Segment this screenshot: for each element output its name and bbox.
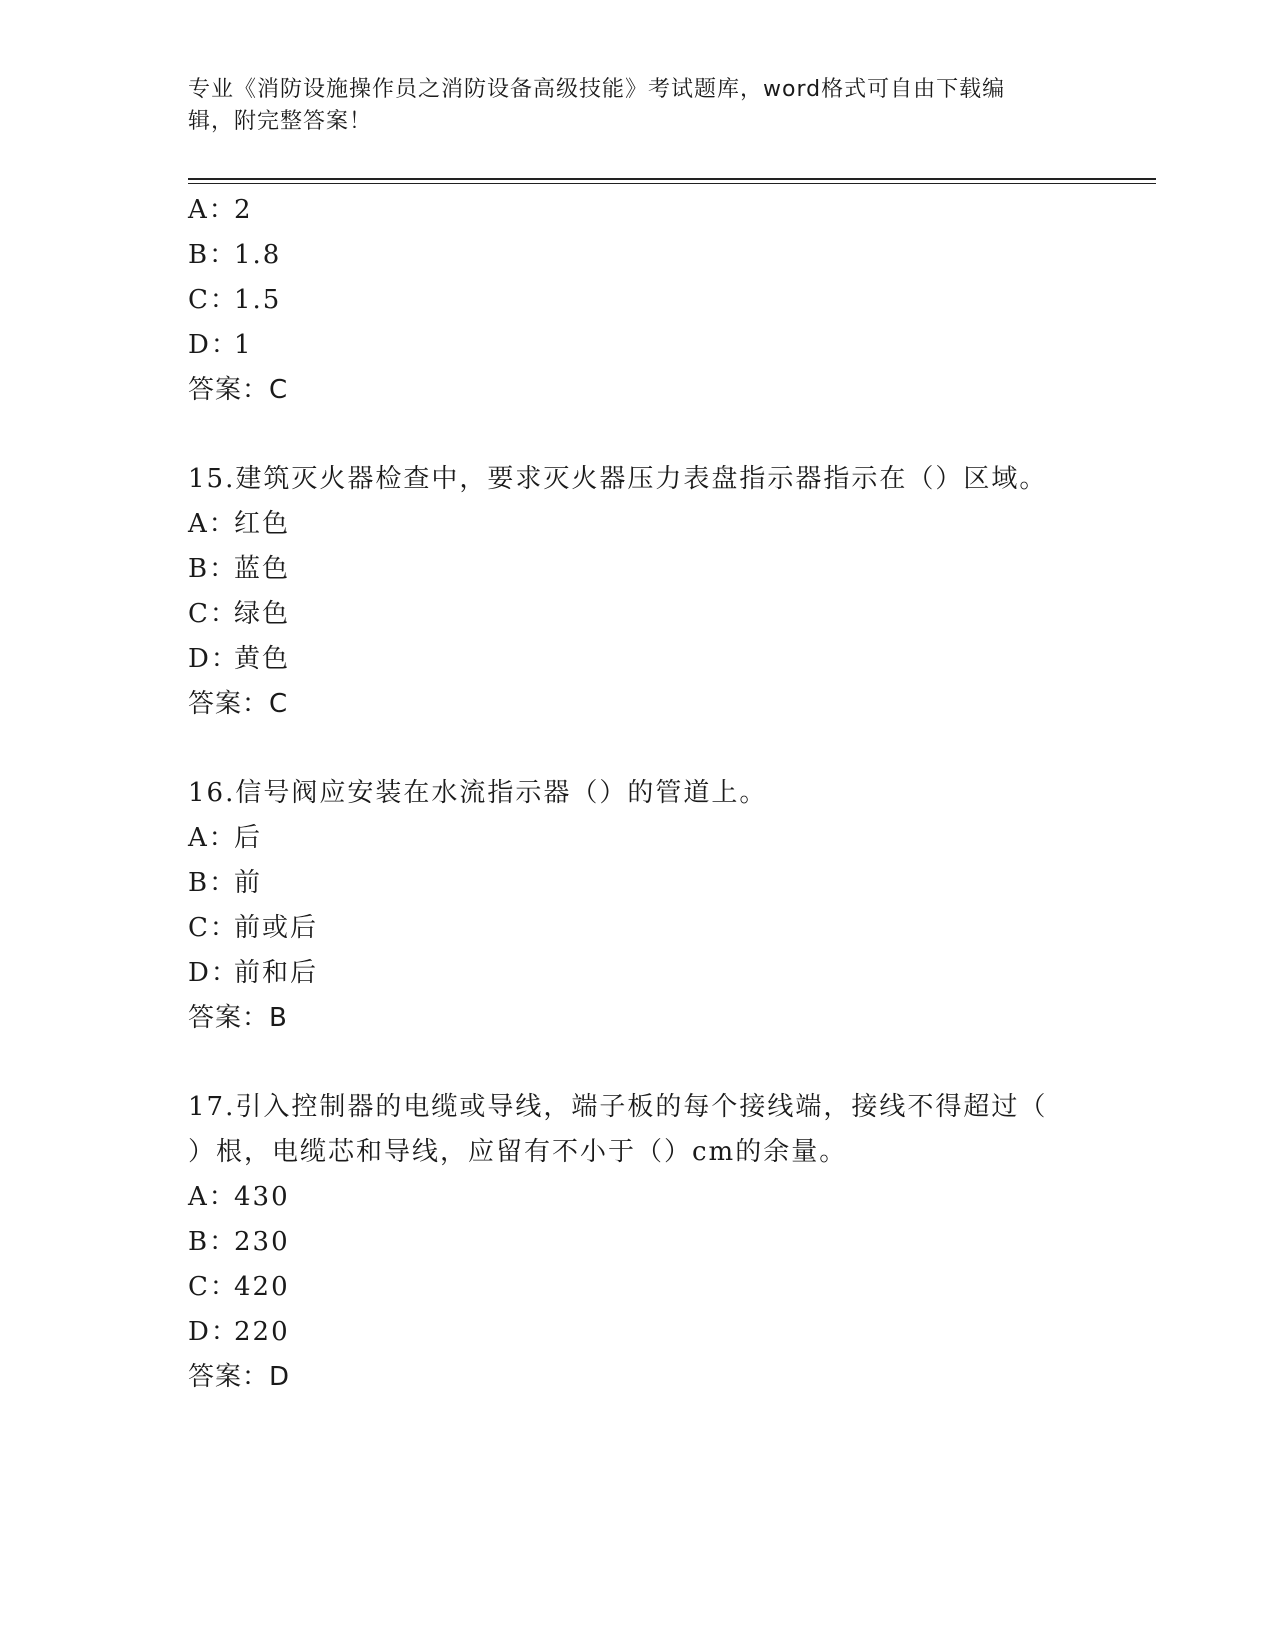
answer-line: 答案：C — [188, 689, 289, 719]
option-c: C：420 — [188, 1272, 290, 1302]
answer-line: 答案：B — [188, 1003, 288, 1033]
option-b: B：前 — [188, 868, 263, 898]
header-line-1: 专业《消防设施操作员之消防设备高级技能》考试题库，word格式可自由下载编 — [188, 77, 1006, 102]
header-divider-thin — [188, 183, 1156, 184]
answer-line: 答案：C — [188, 375, 289, 405]
option-c: C：1.5 — [188, 285, 282, 315]
option-a: A：2 — [188, 195, 253, 225]
option-d: D：黄色 — [188, 644, 291, 674]
answer-line: 答案：D — [188, 1362, 291, 1392]
option-d: D：1 — [188, 330, 253, 360]
option-b: B：蓝色 — [188, 554, 291, 584]
option-d: D：220 — [188, 1317, 290, 1347]
header-line-2: 辑，附完整答案！ — [188, 109, 373, 134]
option-d: D：前和后 — [188, 958, 319, 988]
question-17-line-2: ）根，电缆芯和导线，应留有不小于（）cm的余量。 — [188, 1137, 848, 1167]
option-c: C：绿色 — [188, 599, 291, 629]
option-a: A：后 — [188, 823, 263, 853]
question-17-line-1: 17.引入控制器的电缆或导线，端子板的每个接线端，接线不得超过（ — [188, 1092, 1048, 1122]
question-16: 16.信号阀应安装在水流指示器（）的管道上。 — [188, 778, 768, 808]
option-a: A：红色 — [188, 509, 291, 539]
question-15: 15.建筑灭火器检查中，要求灭火器压力表盘指示器指示在（）区域。 — [188, 464, 1048, 494]
option-c: C：前或后 — [188, 913, 319, 943]
option-a: A：430 — [188, 1182, 290, 1212]
header-divider-thick — [188, 178, 1156, 180]
option-b: B：230 — [188, 1227, 290, 1257]
option-b: B：1.8 — [188, 240, 282, 270]
document-header — [188, 74, 1088, 138]
